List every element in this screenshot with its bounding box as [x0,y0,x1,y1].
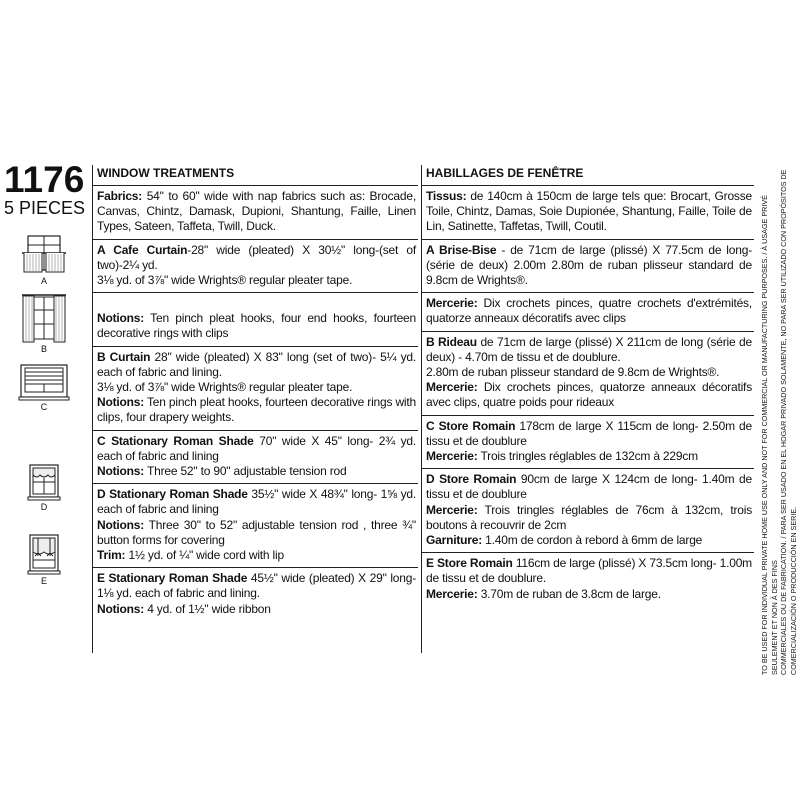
french-heading: HABILLAGES DE FENÊTRE [426,166,584,180]
french-section-b: B Rideau de 71cm de large (plissé) X 211cm de long (série de deux) - 4.70m de tissu et de doublure. 2.80m de ruban plisseur standard de 9.8cm de Wrights®. Mercerie: Dix crochets pinces, quatorze anneaux décoratifs avec clips, quatre poids pour rideaux [422,331,754,415]
english-section-c: C Stationary Roman Shade 70" wide X 45" long- 2¾ yd. each of fabric and lining Notions: Three 52" to 90" adjustable tension rod [93,430,418,484]
view-b [18,292,70,354]
view-e [18,532,70,586]
english-column [93,165,418,621]
english-section-e: E Stationary Roman Shade 45½" wide (pleated) X 29" long- 1⅛ yd. each of fabric and lining. Notions: 4 yd. of 1½" wide ribbon [93,567,418,621]
english-heading: WINDOW TREATMENTS [97,166,235,180]
side-notice [760,155,800,675]
view-b-label: B [40,344,47,354]
english-section-d: D Stationary Roman Shade 35½" wide X 48¾" long- 1⅝ yd. each of fabric and lining Notions: Three 30" to 52" adjustable tension rod , three ¾" button forms for covering Trim: 1½ yd. of ¼" wide cord with lip [93,483,418,567]
pattern-number: 1176 [4,159,85,200]
long-curtain-icon [18,292,70,344]
roman-shade-icon [18,362,70,402]
english-section-a-notions: Notions: Ten pinch pleat hooks, four end hooks, fourteen decorative rings with clips [93,292,418,345]
view-c-label: C [40,402,48,412]
french-section-d: D Store Romain 90cm de large X 124cm de long- 1.40m de tissu et de doublure Mercerie: Trois tringles réglables de 76cm à 132cm, trois boutons à recouvrir de 2cm Garniture: 1.40m de cordon à rebord à 6mm de large [422,468,754,552]
french-section-tissus: Tissus: de 140cm à 150cm de large tels que: Brocart, Grosse Toile, Chintz, Damas, Soie Dupionée, Shantung, Faille, Toile de Lin, Satinette, Taffetas, Twill, Coutil. [422,185,754,239]
french-column [422,165,754,606]
view-d [18,462,70,512]
french-section-c: C Store Romain 178cm de large X 115cm de long- 2.50m de tissu et de doublure Mercerie: Trois tringles réglables de 132cm à 229cm [422,415,754,469]
view-c [18,362,70,412]
roman-shade-scalloped-icon [18,462,70,502]
cafe-curtain-icon [18,232,70,276]
french-section-a: A Brise-Bise - de 71cm de large (plissé) X 77.5cm de long- (série de deux) 2.00m 2.80m de ruban plisseur standard de 9.8cm de Wrights®. [422,239,754,293]
english-section-b: B Curtain 28" wide (pleated) X 83" long (set of two)- 5¼ yd. each of fabric and lining. 3⅛ yd. of 3⅞" wide Wrights® regular pleater tape. Notions: Ten pinch pleat hooks, fourteen decorative rings with clips, four drapery weights. [93,346,418,430]
view-a [18,232,70,286]
french-section-a-mercerie: Mercerie: Dix crochets pinces, quatre crochets d'extrémités, quatorze anneaux décoratifs avec clips [422,292,754,330]
english-section-a: A Cafe Curtain-28" wide (pleated) X 30½" long-(set of two)-2¼ yd. 3⅛ yd. of 3⅞" wide Wrights® regular pleater tape. [93,239,418,293]
view-e-label: E [40,576,47,586]
side-notice-line-1: TO BE USED FOR INDIVIDUAL PRIVATE HOME USE ONLY AND NOT FOR COMMERCIAL OR MANUFACTURING PURPOSES. / À USAGE PRIVÉ SEULEMENT ET NON À DES FINS [760,195,779,675]
english-section-fabrics: Fabrics: 54" to 60" wide with nap fabrics such as: Brocade, Canvas, Chintz, Damask, Dupioni, Shantung, Faille, Linen Types, Sateen, Taffeta, Twill, Duck. [93,185,418,239]
pattern-pieces: 5 PIECES [4,198,86,218]
view-a-label: A [40,276,47,286]
side-notice-line-2: COMMERCIALES OU DE FABRICATION. / PARA SER USADO EN EL HOGAR PRIVADO SOLAMENTE, NO PARA SER UTILIZADO CON PROPÓSITOS DE COMERCIALIZACIÓN O PRODUCCIÓN EN SERIE. [779,169,798,675]
view-d-label: D [40,502,48,512]
roman-shade-ribbon-icon [18,532,70,576]
french-section-e: E Store Romain 116cm de large (plissé) X 73.5cm long- 1.00m de tissu et de doublure. Mercerie: 3.70m de ruban de 3.8cm de large. [422,552,754,606]
